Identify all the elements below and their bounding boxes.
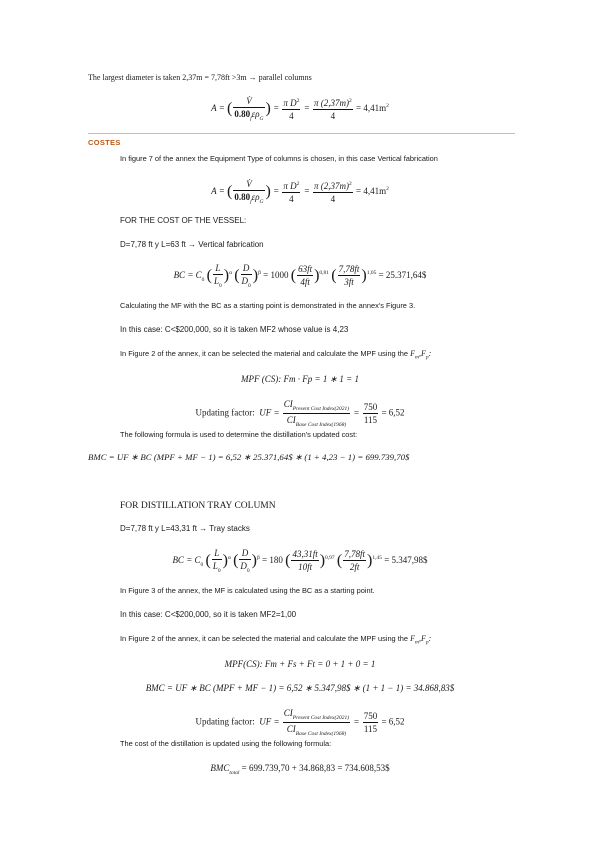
area-equation-2: A = ( $\frac{V̇}{0.80_f\varepsilon\rho_G}$ ) = $\frac{\pi D^2}{4}$ = $\frac{\pi (2,37m)^2}{4}$ = $4,41m^2$ xyxy=(211,179,389,205)
bc-const: = 1000 xyxy=(263,269,289,280)
fm-letter: F xyxy=(410,634,415,643)
bmc-equation-2: BMC = UF ∗ BC (MPF + MF − 1) = 6,52 ∗ 5.347,98$ ∗ (1 + 1 − 1) = 34.868,83$ xyxy=(145,683,455,693)
bc-d: D xyxy=(239,547,250,560)
bc-f2-num: 7,78ft xyxy=(338,264,360,275)
total-lhs: BMC xyxy=(210,763,230,773)
bc-d0-sub: 0 xyxy=(246,567,250,574)
fm-letter: F xyxy=(410,349,415,358)
eq-r-sup: 2 xyxy=(349,98,352,105)
eq-den-rest: ερ xyxy=(251,109,260,119)
bc-result: = 5.347,98$ xyxy=(384,554,428,565)
fig3-tray-line: In Figure 3 of the annex, the MF is calculated using the BC as a starting point. xyxy=(120,586,375,595)
bc-f1-num: 43,31ft xyxy=(292,549,318,560)
bc-l0-sub: 0 xyxy=(217,567,221,574)
total-sub: total xyxy=(229,769,240,776)
bc-d: D xyxy=(241,262,252,275)
bc-f1-exp: 0,81 xyxy=(319,269,330,276)
fp-letter: F xyxy=(420,349,426,358)
bc-alpha: α xyxy=(227,554,231,561)
bc-d0: D xyxy=(241,276,249,286)
bc-l: L xyxy=(213,262,223,275)
bc-f2-den: 3ft xyxy=(344,277,354,288)
uf-ci-num: CI xyxy=(283,708,293,718)
bc-f2-den: 2ft xyxy=(349,562,360,573)
eq-result: = 4,41m xyxy=(356,185,387,196)
uf-ci-num-sub: Present Cost Index(2021) xyxy=(292,714,350,721)
tray-heading: FOR DISTILLATION TRAY COLUMN xyxy=(120,501,276,511)
bc-alpha: α xyxy=(229,269,232,276)
tray-dims: D=7,78 ft y L=43,31 ft → Tray stacks xyxy=(120,524,250,533)
uf-ci-den-sub: Base Cost Index(1968) xyxy=(295,730,347,737)
bc-lhs-sub: 0 xyxy=(200,561,204,568)
uf-label: Updating factor: xyxy=(195,716,255,727)
bc-f2-exp: 1,45 xyxy=(372,554,382,561)
bc-f1-num: 63ft xyxy=(298,264,313,275)
bc-equation-2: BC = $C_0$ ( $\frac{L}{L_0}$ )$^\alpha$ ( $\frac{D}{D_0}$ )$^\beta$ = 180 ( $\frac{43,31ft}{10ft}$ )$^{0,97}$ ( $\frac{7,78ft}{2ft}$ )$^{1,45}$ = 5.347,98$ xyxy=(172,548,428,574)
fm-sub: m xyxy=(414,354,419,361)
eq-num: V̇ xyxy=(233,95,264,108)
uf-frac-den: 115 xyxy=(363,723,378,734)
total-intro-line: The cost of the distillation is updated using the following formula: xyxy=(120,739,332,748)
eq-r-den: 4 xyxy=(330,111,336,122)
eq-mid-num: π D xyxy=(283,181,297,192)
uf-result: = 6,52 xyxy=(381,716,405,727)
fig7-line: In figure 7 of the annex the Equipment Type of columns is chosen, in this case Vertical fabrication xyxy=(120,154,438,163)
bmc-total-equation xyxy=(0,762,600,777)
bc-f1-den: 4ft xyxy=(300,277,310,288)
bc-l: L xyxy=(212,547,222,560)
vessel-dims: D=7,78 ft y L=63 ft → Vertical fabrication xyxy=(120,240,264,249)
eq-result: = 4,41m xyxy=(356,102,387,113)
eq-lhs: A = xyxy=(211,185,225,196)
uf-frac-num: 750 xyxy=(363,401,378,412)
uf-ci-den: CI xyxy=(286,723,296,734)
mf2-tray-line: In this case: C<$200,000, so it is taken MF2=1,00 xyxy=(120,610,297,619)
eq-r-den: 4 xyxy=(330,194,336,205)
costes-heading: COSTES xyxy=(88,138,121,147)
eq-den-rest: ερ xyxy=(251,192,260,202)
bc-beta: β xyxy=(258,269,261,276)
total-rhs: = 699.739,70 + 34.868,83 = 734.608,53$ xyxy=(241,763,390,773)
uf-frac-den: 115 xyxy=(363,414,378,425)
eq-r-sup: 2 xyxy=(349,181,352,188)
bc-equation-1: BC = $C_0$ ( $\frac{L}{L_0}$ )$^\alpha$ ( $\frac{D}{D_0}$ )$^\beta$ = 1000 ( $\frac{63ft}{4ft}$ )$^{0,81}$ ( $\frac{7,78ft}{3ft}$ )$^{1,05}$ = 25.371,64$ xyxy=(173,263,427,289)
eq-mid-sup: 2 xyxy=(296,181,300,188)
bc-result: = 25.371,64$ xyxy=(378,269,427,280)
bc-const: = 180 xyxy=(262,554,283,565)
bc-f2-num: 7,78ft xyxy=(344,549,366,560)
eq-den-sub: f xyxy=(250,198,252,205)
fp-letter: F xyxy=(420,634,426,643)
eq-mid-sup: 2 xyxy=(296,98,300,105)
eq-lhs: A = xyxy=(211,102,225,113)
bc-f1-den: 10ft xyxy=(298,562,313,573)
formula-intro-line: The following formula is used to determine the distillation's updated cost: xyxy=(120,430,358,439)
mpf-equation-1: MPF (CS): Fm · Fp = 1 ∗ 1 = 1 xyxy=(241,374,359,384)
uf-equation-1: Updating factor: UF = $\frac{CI_{Present Cost Index(2021)}}{CI_{Base Cost Index(1968)}}$ = $\frac{750}{115}$ = 6,52 xyxy=(195,399,405,428)
eq-mid-den: 4 xyxy=(289,194,294,205)
uf-label: Updating factor: xyxy=(195,407,255,418)
bc-l0-sub: 0 xyxy=(218,282,222,289)
bc-lhs: BC = C xyxy=(172,554,201,565)
mpf-equation-2: MPF(CS): Fm + Fs + Ft = 0 + 1 + 0 = 1 xyxy=(224,659,376,669)
eq-r-num: π (2,37m) xyxy=(314,181,350,192)
eq-result-sup: 2 xyxy=(386,102,389,109)
fp-sub: p xyxy=(425,639,429,646)
bc-l0: L xyxy=(213,276,219,286)
eq-den: 0.80 xyxy=(234,109,251,119)
bmc-equation-1: BMC = UF ∗ BC (MPF + MF − 1) = 6,52 ∗ 25.371,64$ ∗ (1 + 4,23 − 1) = 699.739,70$ xyxy=(88,452,410,462)
bc-f2-exp: 1,05 xyxy=(366,269,377,276)
fp-sub: p xyxy=(425,354,429,361)
bc-lhs: BC = C xyxy=(173,269,202,280)
bc-d0-sub: 0 xyxy=(248,282,251,289)
area-equation-1: A = ( $\frac{V̇}{0.80_f\varepsilon\rho_G}$ ) = $\frac{\pi D^2}{4}$ = $\frac{\pi (2,37m)^2}{4}$ = $4,41m^2$ xyxy=(211,96,389,122)
eq-result-sup: 2 xyxy=(386,185,389,192)
bc-f1-exp: 0,97 xyxy=(325,554,335,561)
uf-lhs: UF = xyxy=(259,716,280,727)
bc-beta: β xyxy=(256,554,260,561)
uf-ci-den-sub: Base Cost Index(1968) xyxy=(295,421,347,428)
fig2-vessel-line: In Figure 2 of the annex, it can be selected the material and calculate the MPF using the $F_m,F_p$: xyxy=(120,349,432,361)
uf-equation-2: Updating factor: UF = $\frac{CI_{Present Cost Index(2021)}}{CI_{Base Cost Index(1968)}}$ = $\frac{750}{115}$ = 6,52 xyxy=(195,708,405,737)
bc-l0: L xyxy=(212,561,218,571)
uf-ci-den: CI xyxy=(286,414,296,425)
eq-den-g: G xyxy=(259,198,264,205)
eq-mid-num: π D xyxy=(283,98,297,109)
uf-ci-num: CI xyxy=(283,399,293,409)
vessel-heading: FOR THE COST OF THE VESSEL: xyxy=(120,216,247,225)
bc-d0: D xyxy=(240,561,247,571)
eq-den-sub: f xyxy=(250,115,252,122)
mf-calc-line: Calculating the MF with the BC as a starting point is demonstrated in the annex's Figure 3. xyxy=(120,301,416,310)
mf2-case-line: In this case: C<$200,000, so it is taken MF2 whose value is 4,23 xyxy=(120,325,349,334)
eq-r-num: π (2,37m) xyxy=(314,98,350,109)
intro-line: The largest diameter is taken 2,37m = 7,78ft >3m → parallel columns xyxy=(88,73,312,82)
eq-mid-den: 4 xyxy=(289,111,294,122)
section-rule xyxy=(88,133,515,134)
eq-den-g: G xyxy=(259,115,264,122)
fm-sub: m xyxy=(414,639,419,646)
uf-result: = 6,52 xyxy=(381,407,405,418)
fig2-tray-line: In Figure 2 of the annex, it can be selected the material and calculate the MPF using the $F_m,F_p$: xyxy=(120,634,432,646)
fig2-text: In Figure 2 of the annex, it can be selected the material and calculate the MPF using the xyxy=(120,349,408,358)
eq-num: V̇ xyxy=(233,178,264,191)
bc-lhs-sub: 0 xyxy=(201,276,205,283)
eq-den: 0.80 xyxy=(234,192,251,202)
uf-lhs: UF = xyxy=(259,407,280,418)
uf-ci-num-sub: Present Cost Index(2021) xyxy=(292,405,350,412)
uf-frac-num: 750 xyxy=(363,710,378,721)
fig2-text: In Figure 2 of the annex, it can be selected the material and calculate the MPF using the xyxy=(120,634,408,643)
